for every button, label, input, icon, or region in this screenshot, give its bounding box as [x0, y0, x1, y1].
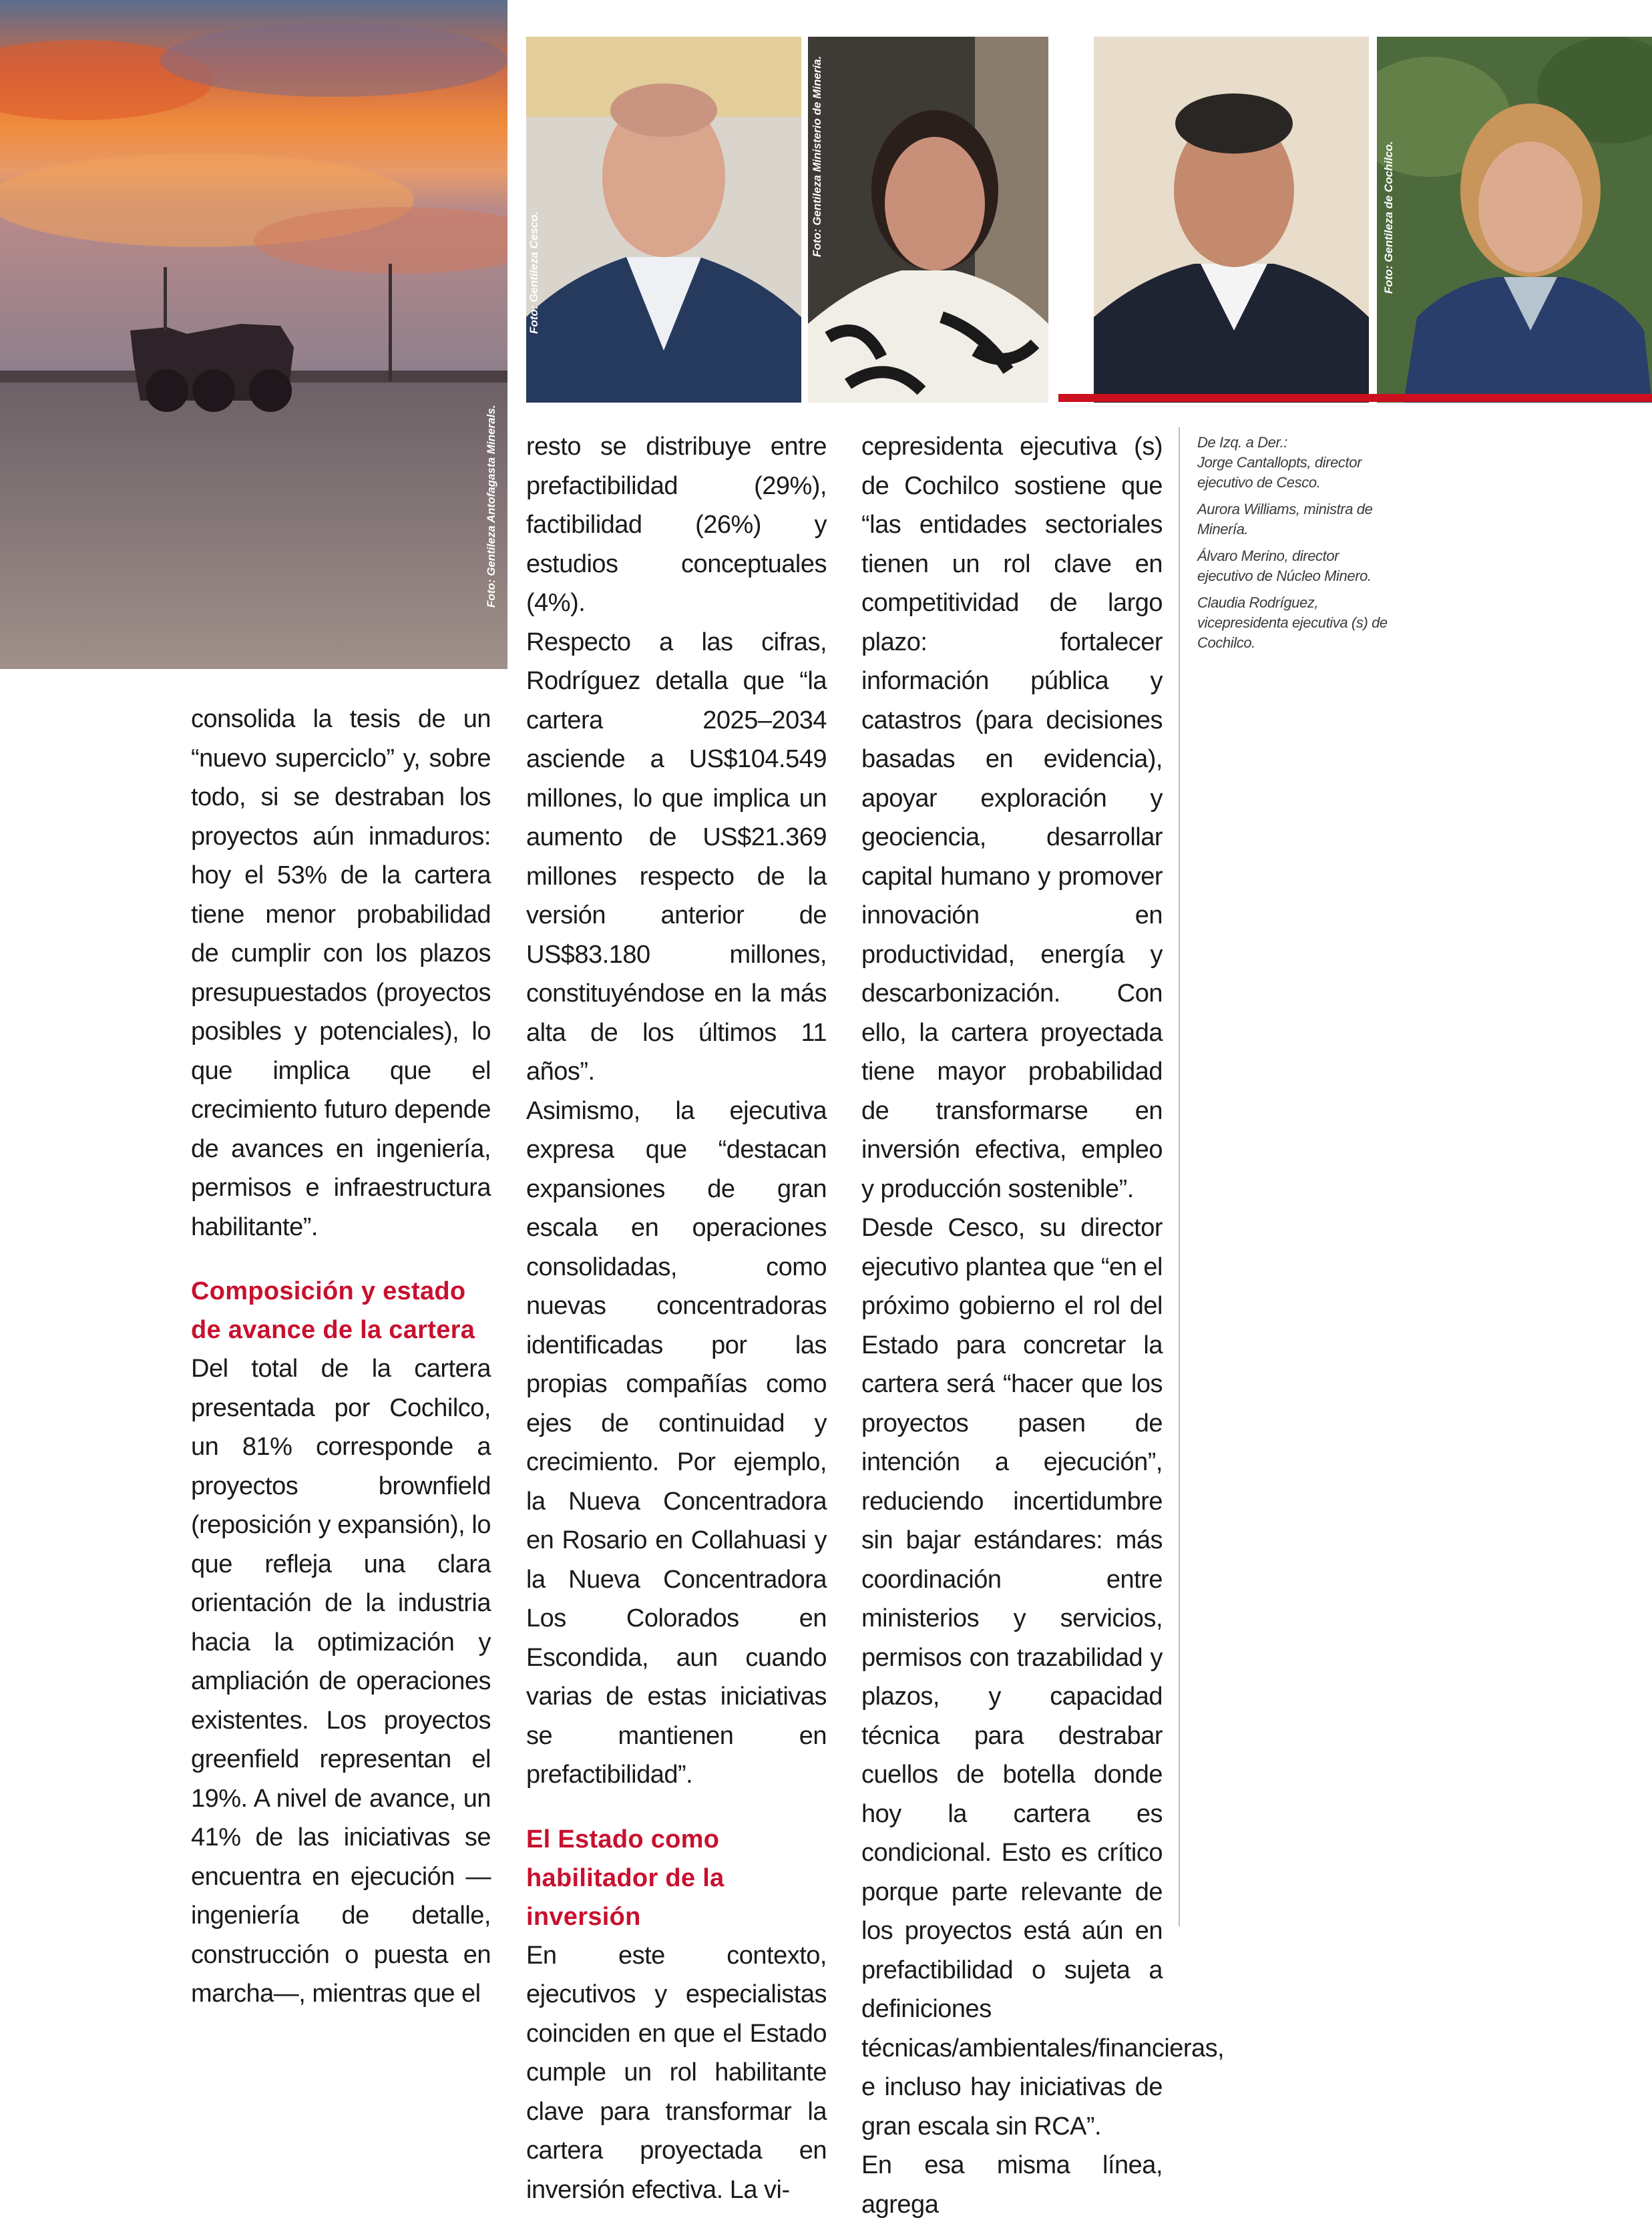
paragraph: resto se distribuye entre prefactibilidad (29%), factibilidad (26%) y estudios conceptuales (4%). [526, 433, 827, 617]
article-column-2 [526, 427, 827, 2209]
portrait-aurora-williams [808, 37, 1048, 403]
photo-credit-portrait-4: Foto: Gentileza de Cochilco. [1382, 141, 1395, 294]
section-heading-estado: El Estado como habilitador de la inversión [526, 1825, 725, 1931]
portrait-alvaro-merino [1094, 37, 1369, 403]
paragraph: cepresidenta ejecutiva (s) de Cochilco sostiene que “las entidades sectoriales tienen un rol clave en competitividad de largo plazo: fortalecer información pública y catastros (para decisiones basadas en evidencia), apoyar exploración y geociencia, desarrollar capital humano y promover innovación en productividad, energía y descarbonización. Con ello, la cartera proyectada tiene mayor probabilidad de transformarse en inversión efectiva, empleo y producción sostenible”. [861, 433, 1163, 1203]
section-heading-composicion: Composición y estado de avance de la cartera [191, 1277, 475, 1344]
paragraph: Respecto a las cifras, Rodríguez detalla que “la cartera 2025–2034 asciende a US$104.549 millones, lo que implica un aumento de US$21.369 millones respecto de la versión anterior de US$83.180 millones, constituyéndose en la más alta de los últimos 11 años”. [526, 628, 827, 1086]
portrait-jorge-cantallopts [526, 37, 801, 403]
caption-item: Álvaro Merino, director ejecutivo de Núcleo Minero. [1197, 547, 1372, 584]
photo-credit-portrait-2: Foto: Gentileza Ministerio de Minería. [811, 55, 823, 257]
mine-sunset-photo [0, 0, 507, 669]
red-accent-bar [1058, 394, 1652, 402]
photo-credit-mine: Foto: Gentileza Antofagasta Minerals. [485, 405, 497, 608]
caption-intro: De Izq. a Der.: [1197, 434, 1288, 451]
article-column-3 [861, 427, 1225, 2224]
photo-caption [1197, 433, 1398, 660]
paragraph: consolida la tesis de un “nuevo superciclo” y, sobre todo, si se destraban los proyectos aún inmaduros: hoy el 53% de la cartera tiene menor probabilidad de cumplir con los plazos presupuestados (proyectos posibles y potenciales), lo que implica que el crecimiento futuro depende de avances en ingeniería, permisos e infraestructura habilitante”. [191, 705, 491, 1241]
paragraph: Desde Cesco, su director ejecutivo plantea que “en el próximo gobierno el rol del Estado para concretar la cartera será “hacer que los proyectos pasen de intención a ejecución”, reduciendo incertidumbre sin bajar estándares: más coordinación entre ministerios y servicios, permisos con trazabilidad y plazos, y capacidad técnica para destrabar cuellos de botella donde hoy la cartera es condicional. Esto es crítico porque parte relevante de los proyectos está aún en prefactibilidad o sujeta a definiciones técnicas/ambientales/financieras, e incluso hay iniciativas de gran escala sin RCA”. [861, 1214, 1225, 2141]
portrait-claudia-rodriguez [1377, 37, 1652, 403]
paragraph: Del total de la cartera presentada por Cochilco, un 81% corresponde a proyectos brownfield (reposición y expansión), lo que refleja una clara orientación de la industria hacia la optimización y ampliación de operaciones existentes. Los proyectos greenfield representan el 19%. A nivel de avance, un 41% de las iniciativas se encuentra en ejecución —ingeniería de detalle, construcción o puesta en marcha—, mientras que el [191, 1355, 491, 2008]
caption-item: Jorge Cantallopts, director ejecutivo de Cesco. [1197, 454, 1362, 491]
paragraph: En este contexto, ejecutivos y especialistas coinciden en que el Estado cumple un rol habilitante clave para transformar la cartera proyectada en inversión efectiva. La vi- [526, 1941, 827, 2204]
photo-credit-portrait-1: Foto: Gentileza Cesco. [528, 211, 540, 334]
caption-item: Aurora Williams, ministra de Minería. [1197, 501, 1373, 537]
paragraph: En esa misma línea, agrega [861, 2151, 1163, 2219]
caption-item: Claudia Rodríguez, vicepresidenta ejecutiva (s) de Cochilco. [1197, 594, 1388, 651]
column-divider [1179, 427, 1180, 1926]
article-column-1 [191, 700, 491, 2014]
paragraph: Asimismo, la ejecutiva expresa que “destacan expansiones de gran escala en operaciones consolidadas, como nuevas concentradoras identificadas por las propias compañías como ejes de continuidad y crecimiento. Por ejemplo, la Nueva Concentradora en Rosario en Collahuasi y la Nueva Concentradora Los Colorados en Escondida, aun cuando varias de estas iniciativas se mantienen en prefactibilidad”. [526, 1096, 827, 1789]
